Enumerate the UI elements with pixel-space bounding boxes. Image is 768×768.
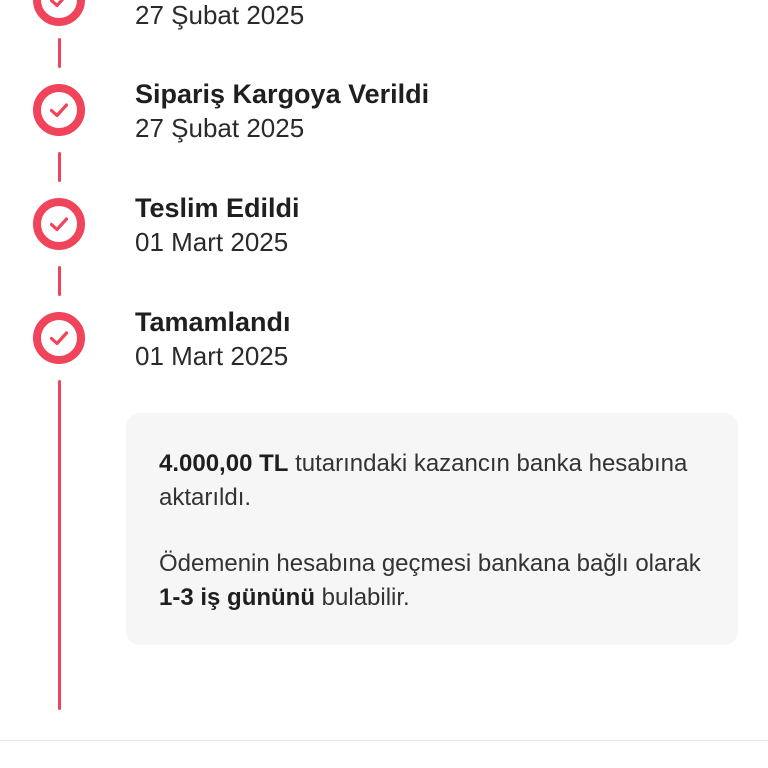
payment-timing-start: Ödemenin hesabına geçmesi bankana bağlı olarak [159,550,701,577]
step-title: Sipariş Kargoya Verildi [135,79,430,109]
payment-info-card [126,413,738,645]
bottom-bar [0,741,768,768]
check-circle-icon [33,84,85,136]
step-date: 01 Mart 2025 [135,341,289,371]
payment-timing-end: bulabilir. [315,584,410,611]
check-circle-icon [33,312,85,364]
step-date: 27 Şubat 2025 [135,113,305,143]
timeline-connector [58,266,61,296]
step-title: Teslim Edildi [135,193,300,223]
payment-timing-text [159,547,719,615]
check-circle-icon [33,0,85,26]
payment-timing-days: 1-3 iş gününü [159,584,315,611]
timeline-connector [58,152,61,182]
payment-transfer-message: tutarındaki kazancın banka hesabına aktarıldı. [159,450,688,511]
check-circle-icon [33,198,85,250]
payment-transfer-text [159,447,719,515]
timeline-connector [58,380,61,710]
step-date: 27 Şubat 2025 [135,0,305,30]
timeline-connector [58,38,61,68]
step-date: 01 Mart 2025 [135,227,289,257]
payment-amount: 4.000,00 TL [159,450,289,477]
step-title: Tamamlandı [135,307,291,337]
